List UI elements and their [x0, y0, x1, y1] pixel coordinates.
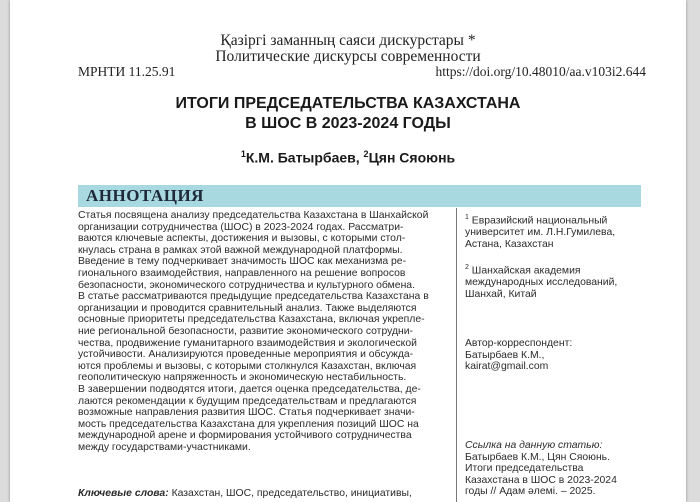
citation-line: Казахстана в ШОС в 2023-2024 — [465, 474, 617, 486]
abstract-heading: АННОТАЦИЯ — [86, 186, 204, 205]
abstract-line: ются проблемы и вызовы, с которыми столкнулся Казахстан, включая — [78, 360, 417, 372]
abstract-line: чества, продвижение гуманитарного взаимодействия и экологической — [78, 337, 417, 349]
article-title-line-2: В ШОС В 2023-2024 ГОДЫ — [245, 115, 451, 132]
abstract-text — [78, 210, 450, 453]
author-2-name: Цян Сяоюнь — [368, 149, 456, 166]
citation-line: Батырбаев К.М., Цян Сяоюнь. — [465, 451, 610, 463]
authors — [10, 149, 686, 166]
citation-line: годы // Адам әлемі. – 2025. — [465, 486, 596, 498]
document-page — [10, 0, 686, 502]
abstract-line: между государствами-участниками. — [78, 441, 251, 453]
abstract-line: Статья посвящена анализу председательства Казахстана в Шанхайской — [78, 210, 429, 221]
affiliation-1-line: Евразийский национальный — [471, 215, 608, 227]
citation-line: Итоги председательства — [465, 463, 584, 475]
abstract-line: В завершении подводятся итоги, дается оценка председательства, де- — [78, 383, 421, 395]
affiliation-1-sup: 1 — [465, 214, 469, 221]
correspondent-label: Автор-корреспондент: — [465, 338, 573, 349]
abstract-line: геополитическую напряженность и экономическую нестабильность. — [78, 372, 407, 384]
abstract-line: Введение в тему подчеркивает значимость ШОС как механизма ре- — [78, 256, 407, 268]
keywords-text: Казахстан, ШОС, председательство, инициативы, — [171, 488, 412, 499]
affiliation-1-line: Астана, Казахстан — [465, 238, 554, 250]
author-1-name: К.М. Батырбаев, — [245, 149, 360, 166]
keywords — [78, 488, 450, 499]
abstract-line: безопасности, экономического сотрудничества и культурного обмена. — [78, 279, 415, 291]
correspondent-name: Батырбаев К.М., — [465, 349, 545, 361]
column-divider — [456, 208, 457, 502]
abstract-heading-band — [78, 185, 641, 207]
affiliation-2-line: Шанхай, Китай — [465, 288, 537, 300]
author-1-sup: 1 — [240, 149, 246, 159]
abstract-line: международной арене и формирования устойчивого сотрудничества — [78, 430, 412, 442]
abstract-line: возможные направления развития ШОС. Статья подчеркивает значи- — [78, 407, 415, 419]
doi-link[interactable]: https://doi.org/10.48010/aa.v103i2.644 — [435, 64, 646, 79]
article-title-line-1: ИТОГИ ПРЕДСЕДАТЕЛЬСТВА КАЗАХСТАНА — [175, 95, 521, 112]
correspondent-email[interactable]: kairat@gmail.com — [465, 361, 549, 373]
mrnti-code: МРНТИ 11.25.91 — [78, 64, 176, 79]
abstract-line: организации сотрудничества (ШОС) в 2023-2024 годах. Рассматри- — [78, 221, 404, 233]
abstract-line: ние региональной безопасности, развитие экономического сотрудни- — [78, 325, 414, 337]
abstract-line: гионального взаимодействия, направленного на решение вопросов — [78, 267, 406, 279]
affiliation-2 — [465, 262, 685, 300]
citation-block — [465, 440, 685, 498]
header-kazakh: Қазіргі заманның саяси дискурстары * — [220, 32, 476, 49]
abstract-line: мость председательства Казахстана для укрепления позиций ШОС на — [78, 418, 419, 430]
abstract-line: В статье рассматриваются предыдущие председательства Казахстана в — [78, 291, 429, 303]
abstract-line: устойчивости. Анализируются проведенные мероприятия и обсужда- — [78, 349, 414, 361]
abstract-line: основные приоритеты председательства Казахстана, включая укрепле- — [78, 314, 425, 326]
keywords-label: Ключевые слова: — [78, 488, 169, 499]
affiliation-1-line: университет им. Л.Н.Гумилева, — [465, 227, 616, 239]
abstract-line: лаются рекомендации к будущим председательствам и предлагаются — [78, 395, 417, 407]
header-russian: Политические дискурсы современности — [215, 48, 481, 65]
citation-label: Ссылка на данную статью: — [465, 440, 603, 451]
affiliation-2-sup: 2 — [465, 264, 469, 271]
abstract-line: кнулась страна в рамках этой важной международной платформы. — [78, 244, 403, 256]
abstract-line: ваются ключевые аспекты, достижения и вызовы, с которыми стол- — [78, 233, 406, 245]
abstract-line: организации и проводится сравнительный анализ. Также выделяются — [78, 302, 417, 314]
affiliation-2-line: Шанхайская академия — [471, 265, 581, 277]
correspondent-block — [465, 338, 685, 373]
affiliation-2-line: международных исследований, — [465, 277, 618, 289]
author-2-sup: 2 — [363, 149, 369, 159]
affiliation-1 — [465, 212, 685, 250]
